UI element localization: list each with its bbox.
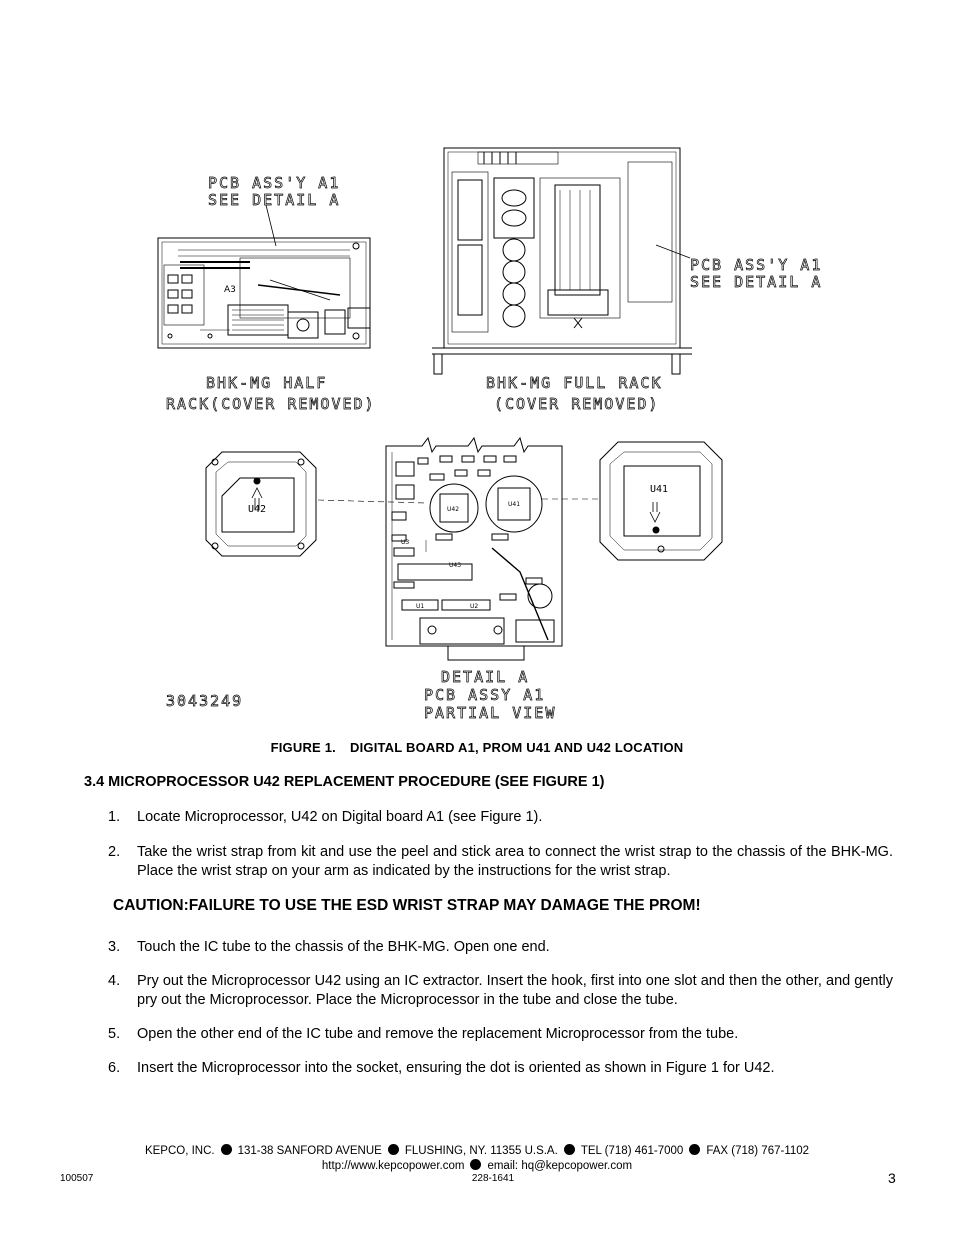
- step-1: [108, 808, 893, 827]
- footer-tel: TEL (718) 461-7000: [580, 1145, 684, 1157]
- footer-web-link[interactable]: http://www.kepcopower.com: [321, 1160, 465, 1172]
- footer-fax: FAX (718) 767-1102: [706, 1145, 810, 1157]
- detail-label-line-3: PARTIAL VIEW: [424, 704, 557, 722]
- full-rack-label-line-1: BHK-MG FULL RACK: [486, 374, 663, 392]
- board-label-u41: U41: [508, 501, 521, 508]
- a3-label: A3: [224, 285, 236, 295]
- step-2: [108, 843, 893, 881]
- callout-right-line-1: PCB ASS'Y A1: [690, 256, 823, 274]
- step-6: [108, 1059, 893, 1078]
- step-number: 3.: [108, 939, 121, 955]
- footer-city: FLUSHING, NY. 11355 U.S.A.: [404, 1145, 558, 1157]
- detail-label-line-1: DETAIL A: [441, 668, 530, 686]
- chip-u41-drawing: [600, 442, 722, 560]
- bullet-icon: [470, 1159, 481, 1170]
- u41-orientation-dot: [653, 527, 660, 534]
- callout-left-line-2: SEE DETAIL A: [208, 191, 341, 209]
- board-label-u2: U2: [470, 603, 479, 610]
- half-rack-label-line-1: BHK-MG HALF: [206, 374, 328, 392]
- footer-contact-line: [0, 1159, 954, 1172]
- bullet-icon: [388, 1144, 399, 1155]
- bullet-icon: [221, 1144, 232, 1155]
- step-number: 4.: [108, 973, 121, 989]
- full-rack-label: [486, 374, 663, 413]
- figure-caption-text: DIGITAL BOARD A1, PROM U41 AND U42 LOCATION: [349, 740, 684, 755]
- footer-company: KEPCO, INC.: [144, 1145, 215, 1157]
- callout-left: [208, 174, 340, 209]
- board-label-u42: U42: [447, 506, 460, 513]
- footer-email-link[interactable]: email: hq@kepcopower.com: [487, 1160, 633, 1172]
- figure-caption: [0, 740, 954, 755]
- step-number: 1.: [108, 809, 121, 825]
- chip-u41-label: U41: [650, 484, 669, 495]
- full-rack-drawing: [432, 148, 692, 374]
- callout-right-line-2: SEE DETAIL A: [690, 273, 823, 291]
- step-text: Touch the IC tube to the chassis of the BHK-MG. Open one end.: [137, 939, 550, 955]
- detail-a-label: [424, 668, 556, 722]
- full-rack-label-line-2: (COVER REMOVED): [494, 395, 660, 413]
- step-number: 2.: [108, 844, 121, 860]
- step-number: 5.: [108, 1026, 121, 1042]
- doc-number: 100507: [60, 1173, 94, 1184]
- leader-u42: [318, 500, 426, 503]
- part-number: 228-1641: [471, 1173, 515, 1184]
- step-text: Locate Microprocessor, U42 on Digital board A1 (see Figure 1).: [137, 809, 543, 825]
- step-text: Take the wrist strap from kit and use the peel and stick area to connect the wrist strap to the chassis of the BHK-MG. Place the wrist strap on your arm as indicated by the instructions for the wrist strap.: [137, 844, 893, 879]
- board-label-u1: U1: [416, 603, 425, 610]
- step-number: 6.: [108, 1060, 121, 1076]
- u42-orientation-dot: [254, 478, 261, 485]
- step-3: [108, 938, 893, 957]
- section-heading: 3.4 MICROPROCESSOR U42 REPLACEMENT PROCEDURE (SEE FIGURE 1): [84, 774, 605, 790]
- bullet-icon: [689, 1144, 700, 1155]
- board-label-u3: U3: [401, 539, 410, 546]
- drawing-number: 3043249: [166, 692, 244, 710]
- half-rack-label: [166, 374, 376, 413]
- detail-a-board: [386, 438, 562, 660]
- board-label-u43: U43: [449, 562, 462, 569]
- callout-right: [690, 256, 822, 291]
- callout-left-line-1: PCB ASS'Y A1: [208, 174, 341, 192]
- step-text: Pry out the Microprocessor U42 using an IC extractor. Insert the hook, first into one slot and then the other, and gently pry out the Microprocessor. Place the Microprocessor in the tube and close the tube.: [137, 973, 893, 1008]
- step-5: [108, 1025, 893, 1044]
- bullet-icon: [564, 1144, 575, 1155]
- half-rack-label-line-2: RACK(COVER REMOVED): [166, 395, 376, 413]
- step-text: Insert the Microprocessor into the socket, ensuring the dot is oriented as shown in Figure 1 for U42.: [137, 1060, 775, 1076]
- caution-notice: CAUTION:FAILURE TO USE THE ESD WRIST STRAP MAY DAMAGE THE PROM!: [113, 897, 701, 914]
- footer-address: 131-38 SANFORD AVENUE: [237, 1145, 382, 1157]
- figure-caption-prefix: FIGURE 1.: [270, 740, 336, 755]
- detail-label-line-2: PCB ASSY A1: [424, 686, 546, 704]
- half-rack-drawing: [158, 205, 370, 348]
- page-number: 3: [888, 1170, 896, 1186]
- chip-u42-label: U42: [248, 504, 267, 515]
- footer-address-line: [0, 1144, 954, 1157]
- step-text: Open the other end of the IC tube and remove the replacement Microprocessor from the tube.: [137, 1026, 739, 1042]
- step-4: [108, 972, 893, 1010]
